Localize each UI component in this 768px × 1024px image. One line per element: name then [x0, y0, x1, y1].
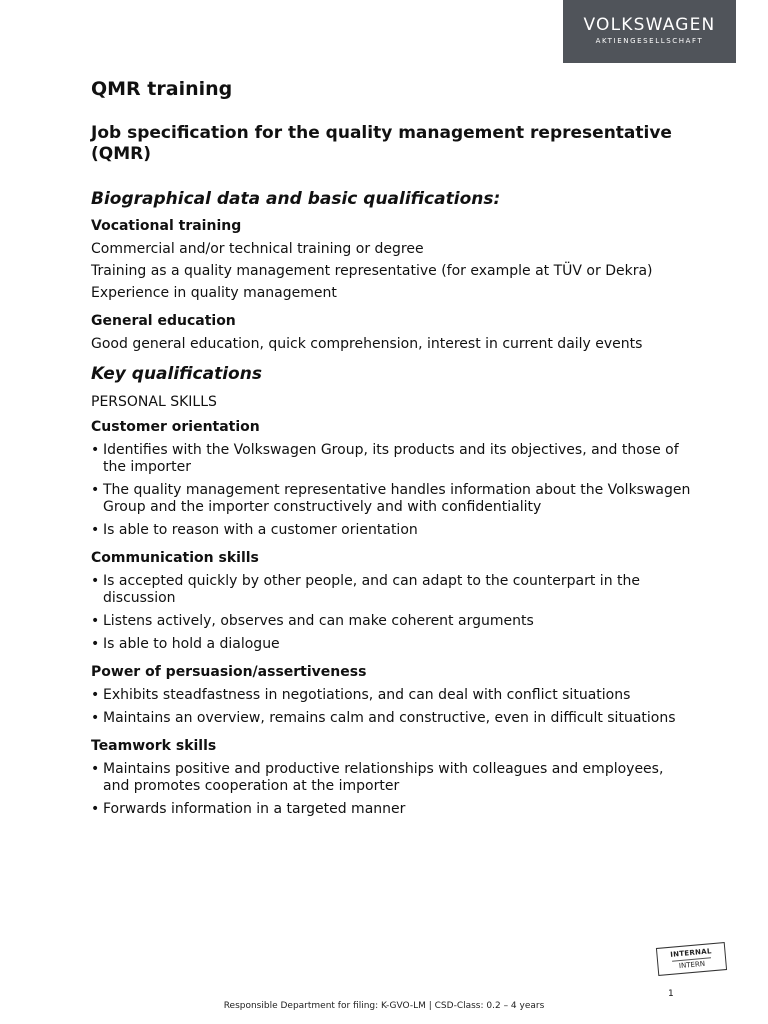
footer-text: Responsible Department for filing: K-GVO-LM | CSD-Class: 0.2 – 4 years — [223, 1001, 545, 1011]
communication-skills-list — [91, 573, 691, 653]
stamp-label-internal: INTERNAL — [669, 947, 713, 959]
subheading-teamwork-skills: Teamwork skills — [91, 738, 217, 754]
personal-skills-label: PERSONAL SKILLS — [91, 394, 217, 410]
subheading-communication-skills: Communication skills — [91, 550, 259, 566]
paragraph: Good general education, quick comprehension, interest in current daily events — [91, 336, 643, 352]
paragraph: Training as a quality management representative (for example at TÜV or Dekra) — [91, 263, 653, 279]
logo-brand: VOLKSWAGEN — [583, 15, 716, 35]
logo-subtitle: AKTIENGESELLSCHAFT — [595, 37, 704, 45]
page-number: 1 — [668, 989, 674, 999]
volkswagen-logo — [563, 0, 736, 63]
subheading-customer-orientation: Customer orientation — [91, 419, 260, 435]
internal-stamp — [656, 942, 727, 976]
document-body — [91, 77, 691, 818]
customer-orientation-list — [91, 442, 691, 539]
stamp-label-intern: INTERN — [672, 957, 712, 972]
bullet-item: • Exhibits steadfastness in negotiations, and can deal with conflict situations — [91, 687, 691, 704]
document-subtitle: Job specification for the quality management representative (QMR) — [91, 123, 672, 164]
bullet-item: • Maintains an overview, remains calm and constructive, even in difficult situations — [91, 710, 691, 727]
paragraph: Experience in quality management — [91, 285, 337, 301]
subheading-persuasion: Power of persuasion/assertiveness — [91, 664, 367, 680]
page-title: QMR training — [91, 78, 233, 100]
section-heading-biographical: Biographical data and basic qualifications: — [91, 189, 501, 209]
bullet-item: • Is able to reason with a customer orientation — [91, 522, 691, 539]
bullet-item: • Forwards information in a targeted manner — [91, 801, 691, 818]
section-heading-key-qualifications: Key qualifications — [91, 364, 262, 384]
subheading-general-education: General education — [91, 313, 236, 329]
paragraph: Commercial and/or technical training or degree — [91, 241, 424, 257]
bullet-item: • Maintains positive and productive relationships with colleagues and employees, and promotes cooperation at the importer — [91, 761, 691, 795]
subheading-vocational-training: Vocational training — [91, 218, 242, 234]
bullet-item: • Identifies with the Volkswagen Group, its products and its objectives, and those of the importer — [91, 442, 691, 476]
teamwork-skills-list — [91, 761, 691, 818]
bullet-item: • Listens actively, observes and can make coherent arguments — [91, 613, 691, 630]
bullet-item: • Is able to hold a dialogue — [91, 636, 691, 653]
bullet-item: • Is accepted quickly by other people, and can adapt to the counterpart in the discussion — [91, 573, 691, 607]
bullet-item: • The quality management representative handles information about the Volkswagen Group and the importer constructively and with confidentiality — [91, 482, 691, 516]
persuasion-list — [91, 687, 691, 727]
